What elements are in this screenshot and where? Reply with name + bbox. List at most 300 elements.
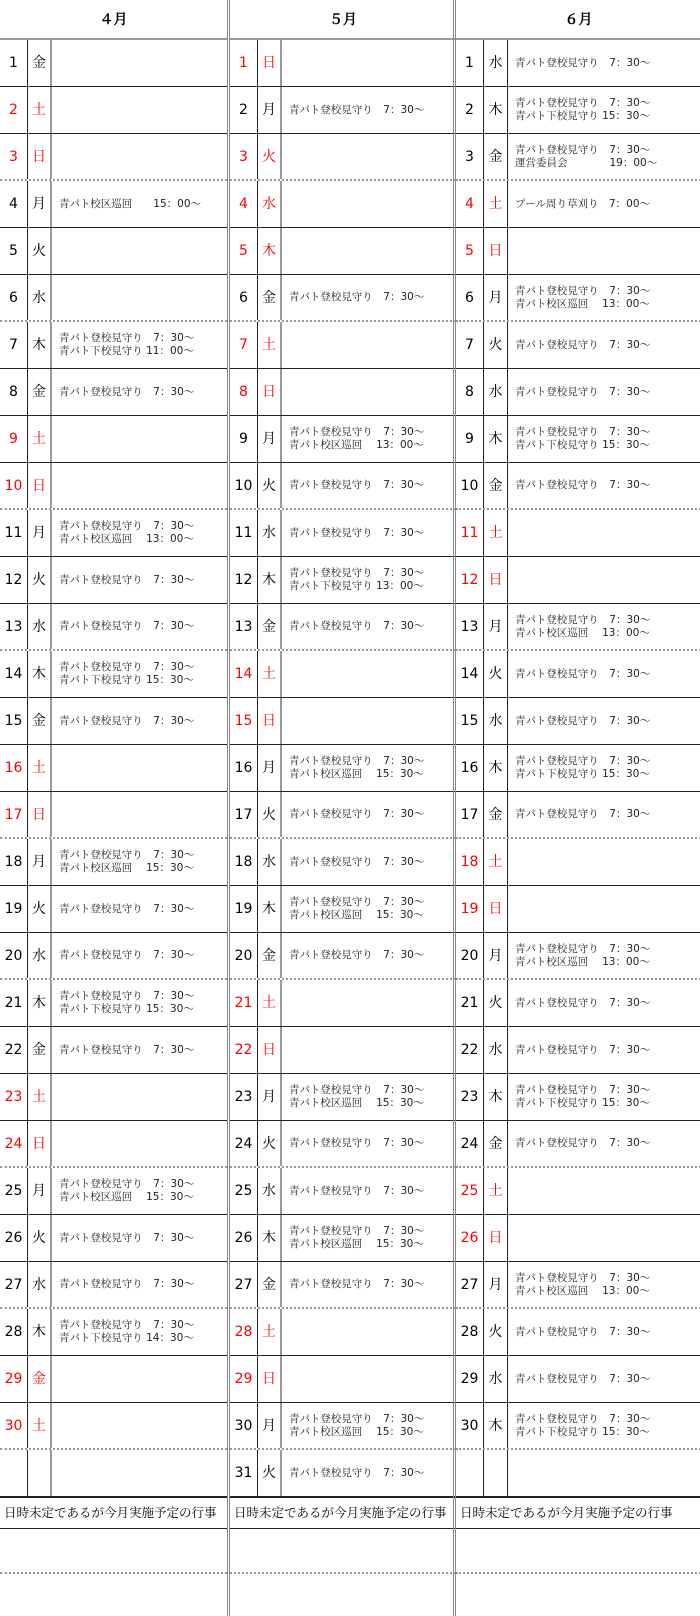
events-cell [282,839,456,885]
day-row [456,87,700,134]
event-item: 青パト登校見守り 7：30～ [59,385,195,398]
day-number: 19 [230,886,258,932]
events-cell [508,886,700,932]
day-number: 1 [456,40,484,86]
day-rows [456,40,700,1497]
day-number: 24 [456,1121,484,1166]
events-cell [52,980,227,1026]
weekday: 水 [484,698,508,744]
event-item: 青パト下校見守り 15：30～ [515,439,650,451]
day-number: 20 [0,933,28,978]
day-number: 25 [456,1168,484,1214]
day-row [0,1309,227,1356]
events-cell [508,839,700,885]
day-row [230,369,456,416]
day-row [0,1450,227,1497]
weekday: 火 [258,134,282,179]
events-cell [508,275,700,320]
day-row [456,181,700,228]
event-item: 青パト校区巡回 15：30～ [289,909,424,921]
event-item: 青パト登校見守り 7：30～ [289,949,425,961]
day-number: 21 [230,980,258,1026]
day-row [0,1027,227,1074]
event-item: 青パト下校見守り 15：30～ [515,1097,650,1109]
event-item: 青パト登校見守り 7：30～ [59,849,195,861]
weekday: 水 [484,1356,508,1402]
day-row [456,557,700,604]
event-item: 青パト登校見守り 7：30～ [515,996,651,1009]
weekday: 土 [484,1168,508,1214]
day-number: 13 [456,604,484,649]
weekday: 水 [484,1027,508,1073]
events-cell [508,933,700,978]
month-column-april [0,0,227,1616]
day-row [230,1121,456,1168]
event-item: 青パト登校見守り 7：30～ [515,755,651,767]
weekday: 月 [258,745,282,791]
event-item: 青パト校区巡回 13：00～ [515,1284,650,1297]
day-number: 5 [456,228,484,274]
day-number: 24 [230,1121,258,1166]
day-number: 7 [456,322,484,368]
day-number: 9 [230,416,258,462]
weekday: 金 [28,1356,52,1402]
day-number: 6 [456,275,484,320]
weekday: 水 [28,933,52,978]
event-item: 青パト校区巡回 15：30～ [59,862,194,874]
events-cell [282,463,456,508]
day-row [230,1450,456,1497]
day-number: 6 [0,275,28,320]
events-cell [282,886,456,932]
weekday: 月 [28,1168,52,1214]
events-cell [282,651,456,697]
event-item: 青パト校区巡回 15：30～ [289,1097,424,1109]
month-header: ６月 [456,0,700,40]
day-number: 4 [456,181,484,227]
day-number: 18 [230,839,258,885]
weekday: 日 [28,134,52,179]
weekday: 木 [28,980,52,1026]
events-cell [508,698,700,744]
events-cell [508,369,700,415]
weekday [484,1450,508,1496]
events-cell [52,651,227,697]
event-item: 青パト校区巡回 15：00～ [59,197,202,210]
day-row [0,1074,227,1121]
day-row [0,134,227,181]
day-row [0,792,227,839]
weekday: 日 [484,886,508,932]
events-cell [52,87,227,133]
day-row [0,1403,227,1450]
events-cell [52,181,227,227]
day-row [230,745,456,792]
day-number: 27 [230,1262,258,1307]
day-number: 17 [456,792,484,837]
weekday: 水 [484,369,508,415]
events-cell [52,463,227,508]
day-number: 7 [0,322,28,368]
day-row [230,1262,456,1309]
weekday: 木 [28,322,52,368]
undated-events-label: 日時未定であるが今月実施予定の行事 [0,1497,227,1529]
events-cell [52,745,227,791]
event-item: 青パト登校見守り 7：30～ [515,97,651,109]
weekday: 土 [258,651,282,697]
events-cell [52,792,227,837]
weekday: 月 [484,275,508,320]
day-number: 23 [0,1074,28,1120]
day-number: 15 [456,698,484,744]
day-row [456,792,700,839]
day-number: 23 [456,1074,484,1120]
event-item: 青パト登校見守り 7：30～ [289,896,425,908]
day-number: 21 [456,980,484,1026]
events-cell [52,1356,227,1402]
event-item: 青パト校区巡回 15：30～ [289,768,424,780]
day-number: 15 [0,698,28,744]
event-item: 青パト登校見守り 7：30～ [515,1043,651,1056]
day-number: 5 [0,228,28,274]
event-item: 青パト登校見守り 7：30～ [515,385,651,398]
event-item: 青パト登校見守り 7：30～ [289,855,425,868]
day-number: 20 [230,933,258,978]
event-item: 青パト登校見守り 7：30～ [59,661,195,673]
event-item: 青パト登校見守り 7：30～ [59,1319,195,1331]
event-item: 青パト登校見守り 7：30～ [289,1466,425,1479]
day-row [456,463,700,510]
day-row [456,933,700,980]
event-item: 青パト登校見守り 7：30～ [289,1225,425,1237]
weekday: 土 [28,87,52,133]
weekday: 木 [258,1215,282,1261]
day-row [0,1262,227,1309]
events-cell [282,416,456,462]
weekday: 金 [28,369,52,415]
weekday: 金 [484,1121,508,1166]
day-number: 26 [0,1215,28,1261]
day-row [230,1356,456,1403]
day-row [230,510,456,557]
events-cell [508,1074,700,1120]
day-row [456,228,700,275]
event-item: 青パト下校見守り 15：30～ [59,1003,194,1015]
event-item: 青パト登校見守り 7：30～ [59,1178,195,1190]
day-row [0,369,227,416]
month-column-june [453,0,700,1616]
weekday: 木 [484,1403,508,1448]
event-item: 青パト登校見守り 7：30～ [289,755,425,767]
day-row [456,1309,700,1356]
day-number: 26 [456,1215,484,1261]
day-row [0,322,227,369]
event-item: 青パト登校見守り 7：30～ [515,714,651,727]
day-number: 10 [230,463,258,508]
events-cell [282,369,456,415]
weekday: 月 [258,1074,282,1120]
events-cell [508,745,700,791]
events-cell [282,40,456,86]
day-row [456,134,700,181]
weekday: 金 [258,933,282,978]
day-number [0,1450,28,1496]
day-row [456,980,700,1027]
day-number: 16 [0,745,28,791]
events-cell [508,1309,700,1355]
day-row [0,745,227,792]
day-row [230,839,456,886]
events-cell [282,181,456,227]
day-number: 9 [456,416,484,462]
day-row [230,1074,456,1121]
day-number: 29 [230,1356,258,1402]
day-row [0,651,227,698]
events-cell [282,604,456,649]
day-number: 8 [0,369,28,415]
day-number: 15 [230,698,258,744]
day-number: 6 [230,275,258,320]
event-item: 青パト校区巡回 13：00～ [515,955,650,968]
events-cell [508,322,700,368]
event-item: 青パト登校見守り 7：30～ [515,284,651,297]
events-cell [52,228,227,274]
weekday: 日 [258,698,282,744]
day-number: 16 [456,745,484,791]
weekday: 木 [484,745,508,791]
event-item: 青パト登校見守り 7：30～ [515,338,651,351]
day-row [456,1403,700,1450]
weekday: 土 [28,416,52,462]
events-cell [508,651,700,697]
events-cell [52,40,227,86]
weekday: 水 [258,1168,282,1214]
day-number: 19 [456,886,484,932]
events-cell [508,1027,700,1073]
events-cell [282,1450,456,1496]
events-cell [282,557,456,603]
weekday: 月 [258,1403,282,1448]
events-cell [282,1074,456,1120]
day-number: 25 [0,1168,28,1214]
weekday: 木 [484,1074,508,1120]
events-cell [52,1027,227,1073]
events-cell [508,87,700,133]
day-row [456,322,700,369]
day-number: 30 [0,1403,28,1448]
day-row [0,275,227,322]
day-number: 10 [0,463,28,508]
event-item: 青パト登校見守り 7：30～ [289,1412,425,1425]
day-row [230,651,456,698]
day-row [456,745,700,792]
day-row [456,1450,700,1497]
events-cell [52,322,227,368]
weekday: 日 [258,1027,282,1073]
month-header: ４月 [0,0,227,40]
event-item: 青パト校区巡回 15：30～ [289,1238,424,1250]
event-item: 青パト登校見守り 7：30～ [515,1271,651,1284]
day-number: 2 [230,87,258,133]
day-row [0,604,227,651]
events-cell [52,1262,227,1307]
events-cell [508,510,700,556]
day-number: 2 [0,87,28,133]
weekday: 木 [484,416,508,462]
event-item: 青パト下校見守り 11：00～ [59,345,194,357]
day-row [0,463,227,510]
day-number: 26 [230,1215,258,1261]
events-cell [282,745,456,791]
day-row [230,275,456,322]
events-cell [52,557,227,603]
weekday: 水 [258,510,282,556]
day-rows [0,40,227,1497]
day-number: 30 [230,1403,258,1448]
weekday: 火 [258,1121,282,1166]
day-number: 12 [456,557,484,603]
weekday: 火 [484,1309,508,1355]
weekday: 土 [28,745,52,791]
events-cell [508,1262,700,1307]
events-cell [508,181,700,227]
event-item: 青パト下校見守り 15：30～ [59,674,194,686]
weekday: 月 [484,933,508,978]
day-number: 27 [0,1262,28,1307]
day-number: 25 [230,1168,258,1214]
day-number: 27 [456,1262,484,1307]
events-cell [508,134,700,179]
day-row [456,839,700,886]
event-item: 青パト登校見守り 7：30～ [59,620,195,632]
events-cell [52,369,227,415]
day-row [230,698,456,745]
day-row [456,1074,700,1121]
day-number: 28 [456,1309,484,1355]
weekday: 土 [28,1074,52,1120]
weekday: 日 [258,40,282,86]
events-cell [282,1356,456,1402]
event-item: 運営委員会 19：00～ [515,156,658,169]
weekday: 日 [28,792,52,837]
weekday [28,1450,52,1496]
weekday: 金 [258,1262,282,1307]
events-cell [52,1403,227,1448]
weekday: 水 [28,1262,52,1307]
events-cell [282,698,456,744]
day-row [456,1027,700,1074]
weekday: 土 [28,1403,52,1448]
events-cell [282,933,456,978]
weekday: 月 [258,416,282,462]
day-row [0,181,227,228]
day-number: 20 [456,933,484,978]
weekday: 木 [258,886,282,932]
day-row [230,40,456,87]
day-number: 14 [230,651,258,697]
weekday: 金 [484,463,508,508]
events-cell [282,1309,456,1355]
day-number: 22 [0,1027,28,1073]
event-item: 青パト登校見守り 7：30～ [289,1137,425,1149]
weekday: 火 [28,886,52,932]
day-number [456,1450,484,1496]
day-number: 17 [0,792,28,837]
event-item: 青パト登校見守り 7：30～ [515,1137,651,1149]
weekday: 水 [258,181,282,227]
event-item: 青パト登校見守り 7：30～ [59,332,195,344]
event-item: 青パト登校見守り 7：30～ [289,1184,425,1197]
day-row [456,886,700,933]
day-rows [230,40,456,1497]
day-row [456,698,700,745]
day-row [230,181,456,228]
day-number: 24 [0,1121,28,1166]
day-number: 8 [230,369,258,415]
event-item: 青パト登校見守り 7：30～ [289,291,425,303]
event-item: 青パト校区巡回 13：00～ [515,297,650,310]
events-cell [52,1215,227,1261]
weekday: 火 [484,651,508,697]
events-cell [282,510,456,556]
undated-events-cell [456,1529,700,1574]
event-item: 青パト登校見守り 7：30～ [515,1412,651,1425]
day-number: 29 [456,1356,484,1402]
events-cell [282,322,456,368]
weekday: 日 [258,1356,282,1402]
undated-events-label: 日時未定であるが今月実施予定の行事 [456,1497,700,1529]
day-row [230,557,456,604]
events-cell [52,839,227,885]
day-row [230,463,456,510]
day-number: 7 [230,322,258,368]
weekday: 土 [258,322,282,368]
day-row [230,886,456,933]
day-number: 2 [456,87,484,133]
events-cell [282,228,456,274]
day-row [0,839,227,886]
weekday: 木 [484,87,508,133]
event-item: 青パト登校見守り 7：30～ [59,990,195,1002]
event-item: 青パト登校見守り 7：30～ [515,479,651,491]
day-number: 3 [0,134,28,179]
day-row [456,275,700,322]
event-item: 青パト登校見守り 7：30～ [59,902,195,915]
day-number: 13 [0,604,28,649]
day-row [0,557,227,604]
weekday: 金 [484,134,508,179]
weekday: 金 [484,792,508,837]
day-number: 22 [456,1027,484,1073]
events-cell [508,416,700,462]
day-number: 17 [230,792,258,837]
weekday: 水 [484,40,508,86]
day-row [456,40,700,87]
day-number: 11 [230,510,258,556]
weekday: 金 [28,698,52,744]
events-cell [508,980,700,1026]
weekday: 火 [28,228,52,274]
day-number: 4 [0,181,28,227]
day-row [0,1215,227,1262]
weekday: 金 [258,275,282,320]
day-number: 12 [230,557,258,603]
events-cell [52,698,227,744]
event-item: 青パト登校見守り 7：30～ [289,808,425,820]
weekday: 火 [258,1450,282,1496]
event-item: 青パト登校見守り 7：30～ [515,56,651,69]
weekday: 金 [28,1027,52,1073]
